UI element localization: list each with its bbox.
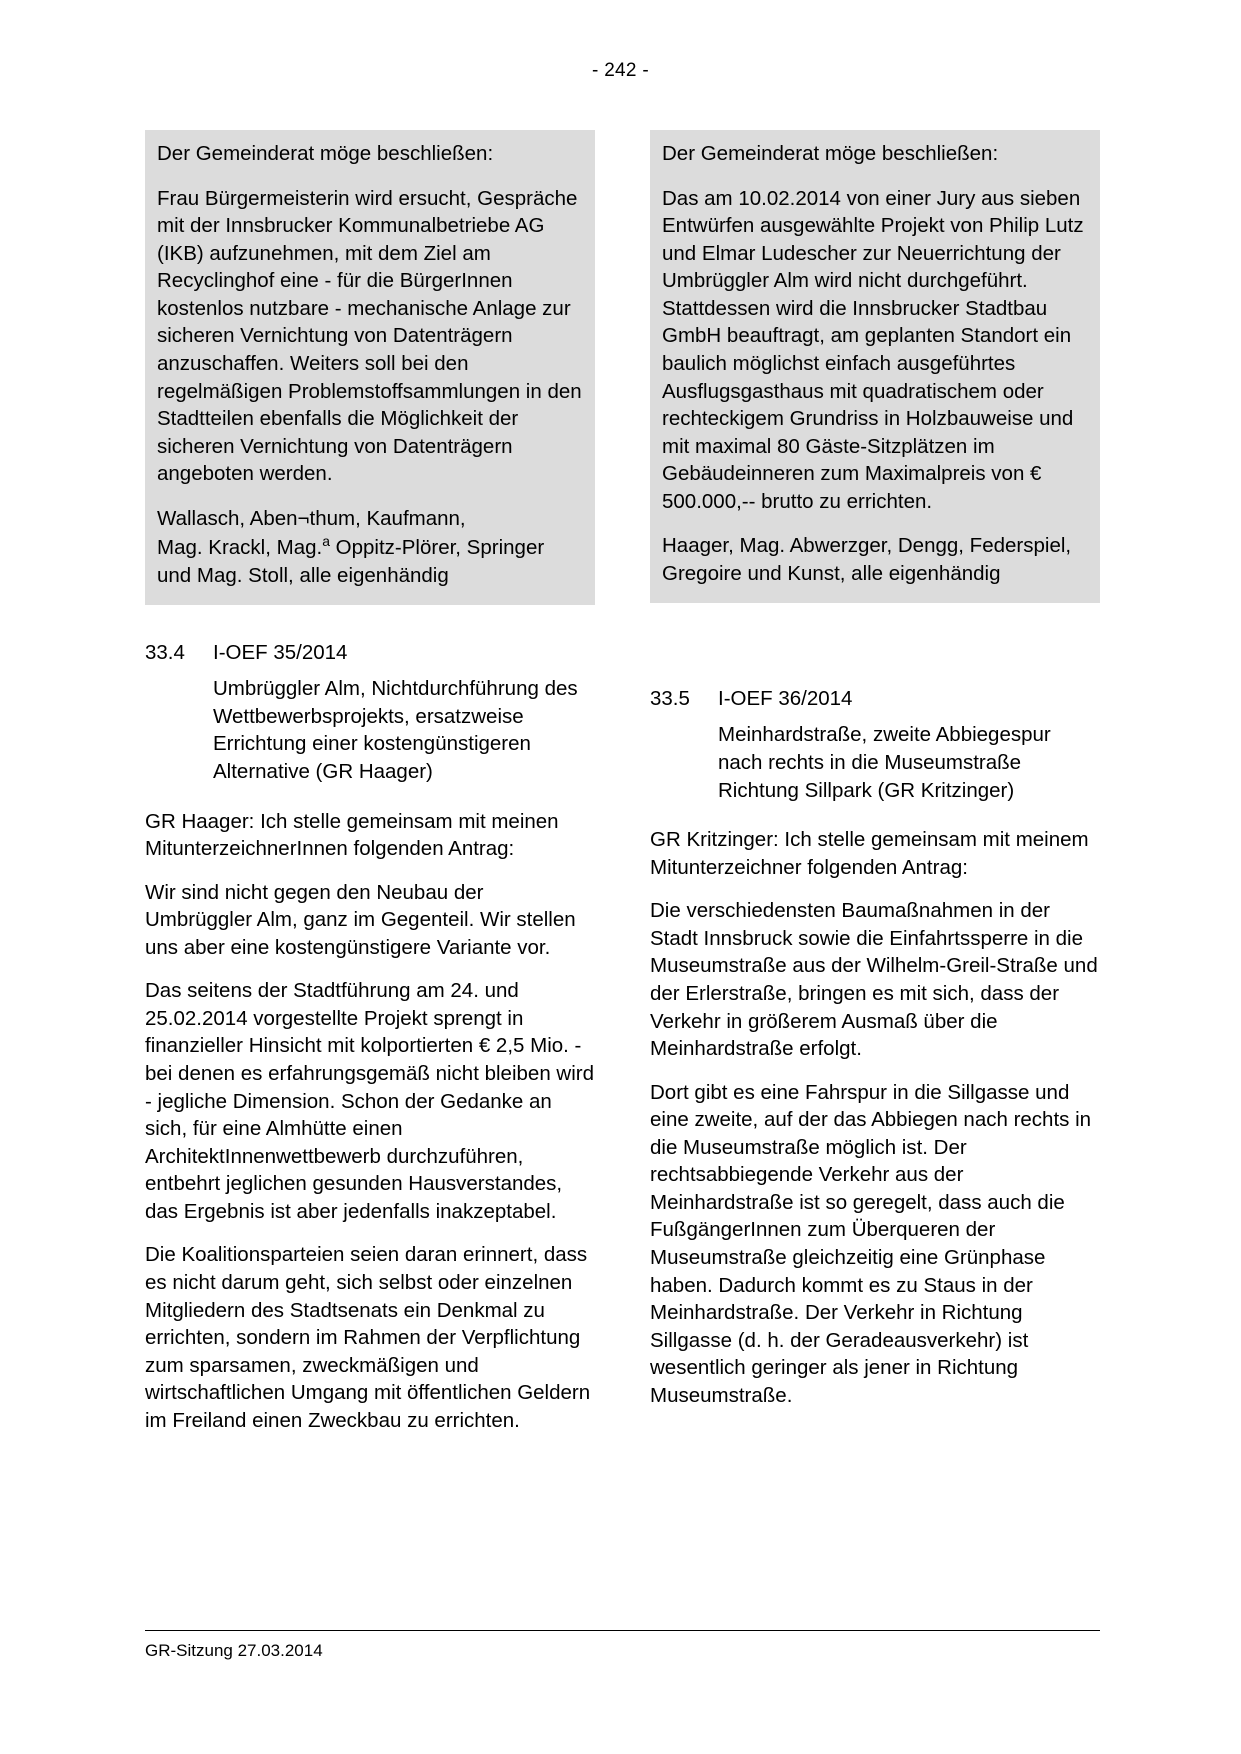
- paragraph: Dort gibt es eine Fahrspur in die Sillgasse und eine zweite, auf der das Abbiegen nach rechts in die Museumstraße möglich ist. Der rechtsabbiegende Verkehr aus der Meinhardstraße ist so geregelt, dass auch die FußgängerInnen zum Überqueren der Museumstraße gleichzeitig eine Grünphase haben. Dadurch kommt es zu Staus in der Meinhardstraße. Der Verkehr in Richtung Sillgasse (d. h. der Geradeausverkehr) ist wesentlich geringer als jener in Richtung Museumstraße.: [650, 1080, 1092, 1407]
- agenda-item-code-left: I-OEF 35/2014: [213, 641, 348, 665]
- paragraph: GR Kritzinger: Ich stelle gemeinsam mit meinem Mitunterzeichner folgenden Antrag:: [650, 828, 1089, 879]
- paragraph: Das seitens der Stadtführung am 24. und 25.02.2014 vorgestellte Projekt sprengt in finanzieller Hinsicht mit kolportierten € 2,5 Mio. - bei denen es erfahrungsgemäß nicht bleiben wird - jegliche Dimension. Schon der Gedanke an sich, für eine Almhütte einen ArchitektInnenwettbewerb durchzuführen, entbehrt jeglichen gesunden Hausverstandes, das Ergebnis ist aber jedenfalls inakzeptabel.: [145, 979, 594, 1223]
- agenda-item-number-right: 33.5: [650, 687, 690, 711]
- agenda-item-number-left: 33.4: [145, 641, 185, 665]
- agenda-item-header-left: [145, 641, 595, 665]
- resolution-body-right: Das am 10.02.2014 von einer Jury aus sieben Entwürfen ausgewählte Projekt von Philip Lutz und Elmar Ludescher zur Neuerrichtung der Umbrüggler Alm wird nicht durchgeführt. Stattdessen wird die Innsbrucker Stadtbau GmbH beauftragt, am geplanten Standort ein baulich möglichst einfach ausgeführtes Ausflugsgasthaus mit quadratischem oder rechteckigem Grundriss in Holzbauweise und mit maximal 80 Gäste-Sitzplätzen im Gebäudeinneren zum Maximalpreis von € 500.000,-- brutto zu errichten.: [662, 186, 1084, 513]
- paragraph: Wir sind nicht gegen den Neubau der Umbrüggler Alm, ganz im Gegenteil. Wir stellen uns aber eine kostengünstigere Variante vor.: [145, 880, 576, 959]
- agenda-item-title-left: Umbrüggler Alm, Nichtdurchführung des Wettbewerbsprojekts, ersatzweise Errichtung einer kostengünstigeren Alternative (GR Haager): [213, 677, 578, 783]
- signers-line-2-pre: Mag. Krackl, Mag.: [157, 536, 323, 560]
- resolution-box-left: [145, 130, 595, 605]
- page-footer: GR-Sitzung 27.03.2014: [145, 1630, 1100, 1661]
- right-column: [650, 130, 1100, 1450]
- paragraph: Die Koalitionsparteien seien daran erinnert, dass es nicht darum geht, sich selbst oder einzelnen Mitgliedern des Stadtsenats ein Denkmal zu errichten, sondern im Rahmen der Verpflichtung zum sparsamen, zweckmäßigen und wirtschaftlichen Umgang mit öffentlichen Geldern im Freiland einen Zweckbau zu errichten.: [145, 1243, 591, 1432]
- signers-line-3: und Mag. Stoll, alle eigenhändig: [157, 563, 449, 587]
- paragraph: Die verschiedensten Baumaßnahmen in der Stadt Innsbruck sowie die Einfahrtssperre in die Museumstraße aus der Wilhelm-Greil-Straße und der Erlerstraße, bringen es mit sich, dass der Verkehr in größerem Ausmaß über die Meinhardstraße erfolgt.: [650, 899, 1098, 1061]
- resolution-box-right: [650, 130, 1100, 603]
- signers-line-1: Wallasch, Aben¬thum, Kaufmann,: [157, 506, 466, 530]
- resolution-signers-right: Haager, Mag. Abwerzger, Dengg, Federspiel, Gregoire und Kunst, alle eigenhändig: [662, 534, 1072, 585]
- signers-superscript: a: [322, 533, 330, 550]
- resolution-intro-left: Der Gemeinderat möge beschließen:: [157, 142, 494, 165]
- agenda-item-code-right: I-OEF 36/2014: [718, 687, 853, 711]
- page-number: - 242 -: [591, 60, 649, 81]
- paragraph: GR Haager: Ich stelle gemeinsam mit meinen MitunterzeichnerInnen folgenden Antrag:: [145, 809, 559, 861]
- two-column-body: [145, 130, 1100, 1450]
- resolution-body-left: Frau Bürgermeisterin wird ersucht, Gespräche mit der Innsbrucker Kommunalbetriebe AG (IKB) aufzunehmen, mit dem Ziel am Recyclinghof eine - für die BürgerInnen kostenlos nutzbare - mechanische Anlage zur sicheren Vernichtung von Datenträgern anzuschaffen. Weiters soll bei den regelmäßigen Problemstoffsammlungen in den Stadtteilen ebenfalls die Möglichkeit der sicheren Vernichtung von Datenträgern angeboten werden.: [157, 186, 582, 486]
- resolution-intro-right: Der Gemeinderat möge beschließen:: [662, 142, 999, 165]
- agenda-item-title-right: Meinhardstraße, zweite Abbiegespur nach rechts in die Museumstraße Richtung Sillpark (GR Kritzinger): [718, 723, 1051, 802]
- resolution-signers-left: [157, 505, 583, 590]
- left-column: [145, 130, 595, 1450]
- agenda-item-header-right: [650, 687, 1100, 711]
- column-spacer: [650, 603, 1100, 651]
- signers-line-2-post: Oppitz-Plörer, Springer: [329, 536, 545, 560]
